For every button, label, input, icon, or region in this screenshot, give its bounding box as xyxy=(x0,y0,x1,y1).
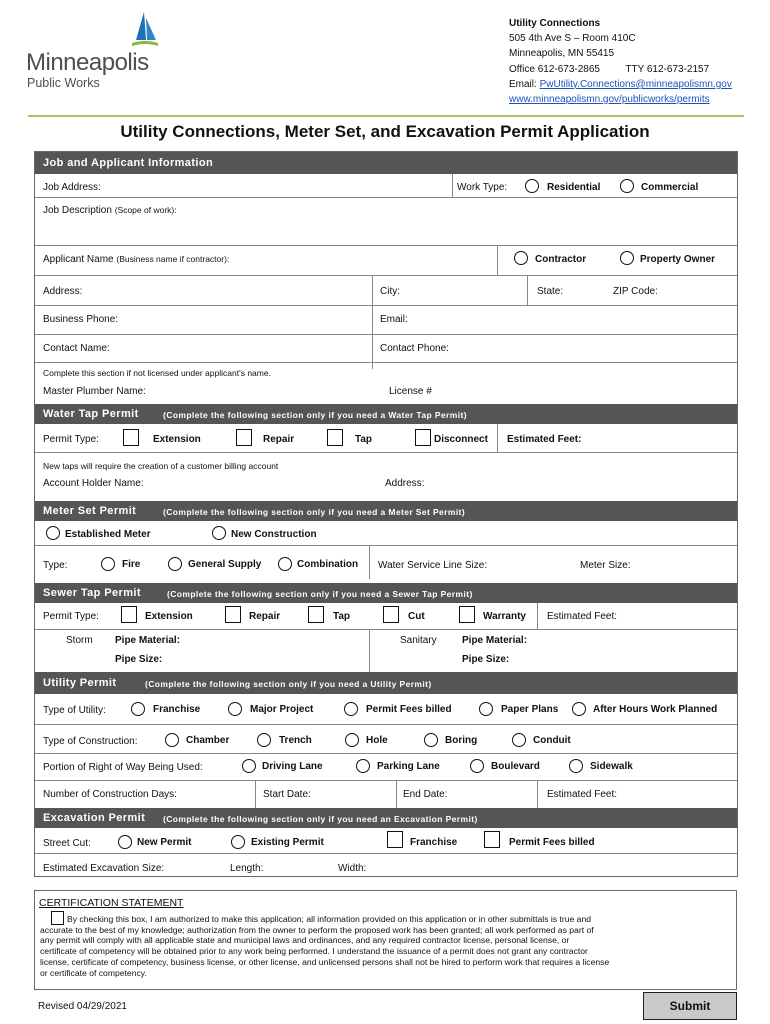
contact-name-label: Contact Name: xyxy=(43,343,110,354)
certification-line-1: By checking this box, I am authorized to make this application; all information provided on this application or in other submittals is true and xyxy=(67,914,592,924)
row-divider xyxy=(35,853,737,854)
excavation-size-label: Estimated Excavation Size: xyxy=(43,863,165,874)
row-divider xyxy=(35,753,737,754)
water-extension-label: Extension xyxy=(153,434,201,445)
water-tap-checkbox[interactable] xyxy=(327,429,343,446)
office-phone: Office 612-673-2865 xyxy=(509,63,600,75)
trench-radio[interactable] xyxy=(257,733,271,747)
water-disconnect-label: Disconnect xyxy=(434,434,488,445)
paper-plans-label: Paper Plans xyxy=(501,704,559,715)
section-bar-water-tap xyxy=(35,404,737,424)
start-date-label: Start Date: xyxy=(263,789,311,800)
franchise-label: Franchise xyxy=(153,704,201,715)
fire-radio[interactable] xyxy=(101,557,115,571)
email-label: Email: xyxy=(509,78,537,90)
certification-line-5: license, certificate of competency, business license, or other license, and unlicensed persons shall not be hired to perform work that requires a license xyxy=(40,956,610,967)
section-bar-meter-set xyxy=(35,501,737,521)
water-permit-type-label: Permit Type: xyxy=(43,434,99,445)
row-divider xyxy=(35,452,737,453)
street-cut-label: Street Cut: xyxy=(43,838,91,849)
parking-lane-label: Parking Lane xyxy=(377,761,440,772)
certification-line-4: certificate of competency will be obtained prior to any work being performed. I understand the issuance of a permit does not grant any contractor xyxy=(40,946,588,957)
sewer-repair-checkbox[interactable] xyxy=(225,606,241,623)
new-construction-radio[interactable] xyxy=(212,526,226,540)
row-divider xyxy=(35,545,737,546)
section-bar-sewer-tap xyxy=(35,583,737,603)
excavation-fees-billed-label: Permit Fees billed xyxy=(509,837,595,848)
job-description-note: (Scope of work): xyxy=(114,205,177,215)
sewer-warranty-label: Warranty xyxy=(483,611,526,622)
major-project-radio[interactable] xyxy=(228,702,242,716)
permit-fees-billed-radio[interactable] xyxy=(344,702,358,716)
sidewalk-label: Sidewalk xyxy=(590,761,633,772)
website-link[interactable]: www.minneapolismn.gov/publicworks/permits xyxy=(509,94,710,106)
contractor-label: Contractor xyxy=(535,254,587,265)
water-service-line-label: Water Service Line Size: xyxy=(378,560,488,571)
new-construction-label: New Construction xyxy=(231,529,317,540)
sidewalk-radio[interactable] xyxy=(569,759,583,773)
row-divider xyxy=(35,305,737,306)
type-of-construction-label: Type of Construction: xyxy=(43,736,138,747)
job-address-label: Job Address: xyxy=(43,182,101,193)
row-divider xyxy=(35,629,737,630)
certification-line-3: any permit will comply with all applicable state and municipal laws and ordinances, and any required contractor license, personal license, or xyxy=(40,935,570,946)
permit-fees-billed-label: Permit Fees billed xyxy=(366,704,452,715)
type-of-utility-label: Type of Utility: xyxy=(43,705,106,716)
revised-date: Revised 04/29/2021 xyxy=(38,1001,127,1012)
state-label: State: xyxy=(537,286,564,297)
row-divider xyxy=(35,362,737,363)
excavation-franchise-checkbox[interactable] xyxy=(387,831,403,848)
contractor-radio[interactable] xyxy=(514,251,528,265)
divider xyxy=(537,780,538,808)
job-description-text: Job Description xyxy=(43,205,112,216)
general-supply-radio[interactable] xyxy=(168,557,182,571)
sewer-extension-checkbox[interactable] xyxy=(121,606,137,623)
section-bar-job xyxy=(35,152,737,174)
row-divider xyxy=(35,724,737,725)
trench-label: Trench xyxy=(279,735,312,746)
sewer-tap-checkbox[interactable] xyxy=(308,606,324,623)
established-meter-radio[interactable] xyxy=(46,526,60,540)
end-date-label: End Date: xyxy=(403,789,448,800)
department-name: Utility Connections xyxy=(509,18,601,29)
hole-label: Hole xyxy=(366,735,388,746)
num-days-label: Number of Construction Days: xyxy=(43,789,177,800)
commercial-label: Commercial xyxy=(641,182,699,193)
combination-radio[interactable] xyxy=(278,557,292,571)
email-link[interactable]: PwUtility.Connections@minneapolismn.gov xyxy=(539,78,732,90)
account-address-label: Address: xyxy=(385,478,425,489)
email-line xyxy=(509,77,732,92)
section-title-sewer-tap: Sewer Tap Permit xyxy=(43,587,141,599)
sewer-cut-checkbox[interactable] xyxy=(383,606,399,623)
section-title-meter-set: Meter Set Permit xyxy=(43,505,137,517)
excavation-fees-billed-checkbox[interactable] xyxy=(484,831,500,848)
section-title-utility: Utility Permit xyxy=(43,677,117,689)
account-holder-label: Account Holder Name: xyxy=(43,478,144,489)
sewer-cut-label: Cut xyxy=(408,611,425,622)
page-title: Utility Connections, Meter Set, and Excavation Permit Application xyxy=(120,122,650,141)
storm-pipe-size-label: Pipe Size: xyxy=(115,654,163,665)
sanitary-pipe-size-label: Pipe Size: xyxy=(462,654,510,665)
business-phone-label: Business Phone: xyxy=(43,314,119,325)
section-bar-excavation xyxy=(35,808,737,828)
storm-pipe-material-label: Pipe Material: xyxy=(115,635,181,646)
section-note-excavation: (Complete the following section only if you need an Excavation Permit) xyxy=(163,814,478,824)
section-note-sewer-tap: (Complete the following section only if you need a Sewer Tap Permit) xyxy=(167,589,473,599)
conduit-radio[interactable] xyxy=(512,733,526,747)
sewer-extension-label: Extension xyxy=(145,611,193,622)
driving-lane-radio[interactable] xyxy=(242,759,256,773)
boring-label: Boring xyxy=(445,735,478,746)
franchise-radio[interactable] xyxy=(131,702,145,716)
divider xyxy=(497,424,498,452)
certification-box xyxy=(34,890,737,990)
section-title-excavation: Excavation Permit xyxy=(43,812,146,824)
sewer-estimated-feet-label: Estimated Feet: xyxy=(547,611,618,622)
section-title-water-tap: Water Tap Permit xyxy=(43,408,139,420)
boulevard-radio[interactable] xyxy=(470,759,484,773)
license-label: License # xyxy=(389,386,432,397)
divider xyxy=(369,629,370,672)
address-line-2: Minneapolis, MN 55415 xyxy=(509,48,615,60)
logo-city-name: Minneapolis xyxy=(26,49,149,76)
after-hours-label: After Hours Work Planned xyxy=(593,704,718,715)
phone-line xyxy=(509,62,732,77)
sewer-warranty-checkbox[interactable] xyxy=(459,606,475,623)
applicant-name-note: (Business name if contractor): xyxy=(116,254,230,264)
contact-phone-label: Contact Phone: xyxy=(380,343,449,354)
section-title-job: Job and Applicant Information xyxy=(43,157,214,169)
divider xyxy=(396,780,397,808)
meter-type-label: Type: xyxy=(43,560,68,571)
row-portion-label: Portion of Right of Way Being Used: xyxy=(43,762,203,773)
certification-line-6: or certificate of competency. xyxy=(40,967,147,978)
new-taps-note: New taps will require the creation of a customer billing account xyxy=(43,461,279,471)
row-divider xyxy=(35,334,737,335)
water-extension-checkbox[interactable] xyxy=(123,429,139,446)
new-permit-radio[interactable] xyxy=(118,835,132,849)
commercial-radio[interactable] xyxy=(620,179,634,193)
water-repair-checkbox[interactable] xyxy=(236,429,252,446)
excavation-franchise-label: Franchise xyxy=(410,837,458,848)
hole-radio[interactable] xyxy=(345,733,359,747)
water-disconnect-checkbox[interactable] xyxy=(415,429,431,446)
row-divider xyxy=(35,275,737,276)
sanitary-pipe-material-label: Pipe Material: xyxy=(462,635,528,646)
logo-department: Public Works xyxy=(27,76,100,90)
row-divider xyxy=(35,245,737,246)
meter-size-label: Meter Size: xyxy=(580,560,631,571)
work-type-label: Work Type: xyxy=(457,182,508,193)
sailboat-logo-icon xyxy=(130,10,160,50)
sewer-repair-label: Repair xyxy=(249,611,281,622)
new-permit-label: New Permit xyxy=(137,837,192,848)
chamber-label: Chamber xyxy=(186,735,230,746)
after-hours-radio[interactable] xyxy=(572,702,586,716)
fire-label: Fire xyxy=(122,559,141,570)
master-plumber-label: Master Plumber Name: xyxy=(43,386,146,397)
existing-permit-radio[interactable] xyxy=(231,835,245,849)
boulevard-label: Boulevard xyxy=(491,761,540,772)
residential-radio[interactable] xyxy=(525,179,539,193)
divider xyxy=(497,245,498,275)
section-note-meter-set: (Complete the following section only if you need a Meter Set Permit) xyxy=(163,507,466,517)
divider xyxy=(255,780,256,808)
water-tap-label: Tap xyxy=(355,434,373,445)
established-meter-label: Established Meter xyxy=(65,529,151,540)
property-owner-radio[interactable] xyxy=(620,251,634,265)
section-note-water-tap: (Complete the following section only if you need a Water Tap Permit) xyxy=(163,410,467,420)
paper-plans-radio[interactable] xyxy=(479,702,493,716)
address-line-1: 505 4th Ave S – Room 410C xyxy=(509,33,636,45)
utility-estimated-feet-label: Estimated Feet: xyxy=(547,789,618,800)
property-owner-label: Property Owner xyxy=(640,254,716,265)
sewer-tap-label: Tap xyxy=(333,611,351,622)
residential-label: Residential xyxy=(547,182,601,193)
permit-form xyxy=(34,151,738,877)
not-licensed-note: Complete this section if not licensed under applicant's name. xyxy=(43,368,271,378)
existing-permit-label: Existing Permit xyxy=(251,837,324,848)
header-divider xyxy=(28,115,744,117)
conduit-label: Conduit xyxy=(533,735,571,746)
address-label: Address: xyxy=(43,286,83,297)
minneapolis-logo xyxy=(26,10,156,90)
divider xyxy=(537,603,538,629)
city-label: City: xyxy=(380,286,400,297)
divider xyxy=(527,275,528,305)
sanitary-label: Sanitary xyxy=(400,635,437,646)
section-bar-utility xyxy=(35,672,737,694)
certification-heading: CERTIFICATION STATEMENT xyxy=(39,897,184,909)
divider xyxy=(372,275,373,369)
job-description-field[interactable] xyxy=(35,198,737,245)
width-label: Width: xyxy=(338,863,367,874)
applicant-name-label xyxy=(43,254,229,265)
email-field-label: Email: xyxy=(380,314,408,325)
boring-radio[interactable] xyxy=(424,733,438,747)
water-repair-label: Repair xyxy=(263,434,295,445)
driving-lane-label: Driving Lane xyxy=(262,761,323,772)
certification-line-2: accurate to the best of my knowledge; authorization from the owner to perform the proposed work has been granted; all work performed as part of xyxy=(40,924,594,935)
certification-text xyxy=(40,914,734,978)
combination-label: Combination xyxy=(297,559,359,570)
sewer-permit-type-label: Permit Type: xyxy=(43,611,99,622)
tty-phone: TTY 612-673-2157 xyxy=(625,63,710,75)
zip-label: ZIP Code: xyxy=(613,286,658,297)
divider xyxy=(452,174,453,197)
divider xyxy=(369,545,370,579)
parking-lane-radio[interactable] xyxy=(356,759,370,773)
water-estimated-feet-label: Estimated Feet: xyxy=(507,434,582,445)
storm-label: Storm xyxy=(66,635,93,646)
submit-button[interactable]: Submit xyxy=(643,992,737,1020)
applicant-name-text: Applicant Name xyxy=(43,254,114,265)
chamber-radio[interactable] xyxy=(165,733,179,747)
row-divider xyxy=(35,780,737,781)
length-label: Length: xyxy=(230,863,264,874)
contact-info xyxy=(509,16,732,107)
section-note-utility: (Complete the following section only if you need a Utility Permit) xyxy=(145,679,432,689)
major-project-label: Major Project xyxy=(250,704,314,715)
general-supply-label: General Supply xyxy=(188,559,262,570)
